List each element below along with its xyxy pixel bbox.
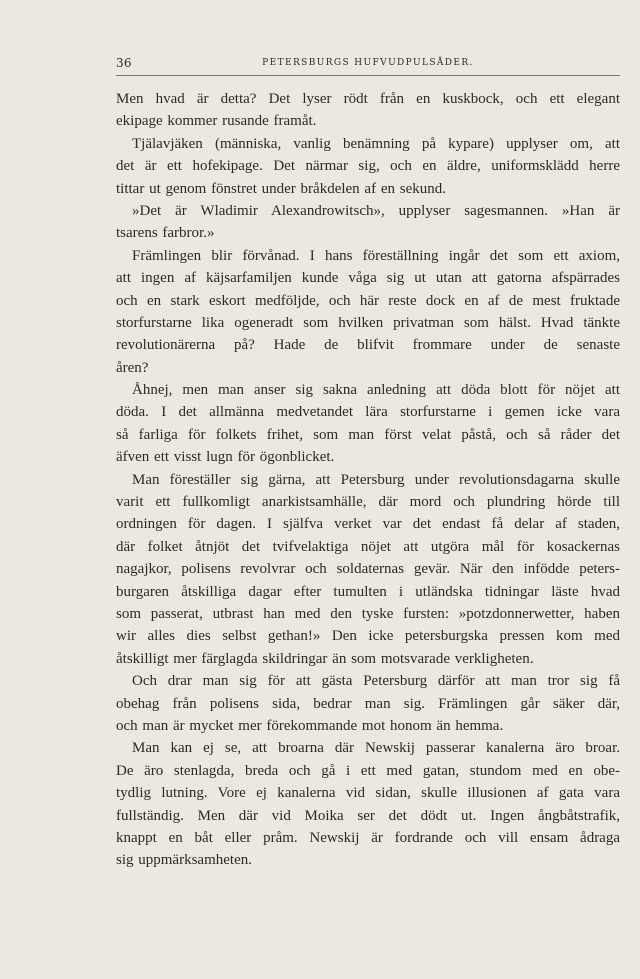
text-line: nagajkor, polisens revolvrar och soldaternas gevär. När den infödde peters- [116, 561, 620, 578]
text-line: wir alles dies selbst gethan!» Den icke petersburgska pressen kom med [116, 628, 620, 645]
text-line: och en stark eskort medföljde, och här reste dock en af de mest fruktade [116, 292, 620, 309]
text-line: Man föreställer sig gärna, att Petersburg under revolutionsdagarna skulle [132, 471, 620, 488]
text-line: tsarens farbror.» [116, 225, 215, 242]
text-line: Åhnej, men man anser sig sakna anledning att döda blott för nöjet att [132, 382, 620, 399]
text-line: ekipage kommer rusande framåt. [116, 113, 317, 130]
text-line: revolutionärerna på? Hade de blifvit frommare under de senaste [116, 337, 620, 354]
text-line: Och drar man sig för att gästa Petersburg därför att man tror sig få [132, 673, 620, 690]
text-line: Man kan ej se, att broarna där Newskij passerar kanalerna äro broar. [132, 740, 620, 757]
text-line: Tjälavjäken (människa, vanlig benämning på kypare) upplyser om, att [132, 135, 620, 152]
page-number: 36 [116, 56, 132, 70]
body-text [116, 88, 620, 872]
text-line: sig uppmärksamheten. [116, 852, 252, 869]
text-line: tydlig lutning. Vore ej kanalerna vid sidan, skulle illusionen af gata vara [116, 785, 620, 802]
text-line: där folket åtnjöt det tvifvelaktiga nöjet att utgöra mål för kosackernas [116, 538, 620, 555]
text-line: att ingen af käjsarfamiljen kunde våga sig ut utan att gatorna afspärrades [116, 270, 620, 287]
running-head: PETERSBURGS HUFVUDPULSÅDER. [262, 58, 474, 68]
text-line: som passerat, utbrast han med den tyske fursten: »potzdonnerwetter, haben [116, 605, 620, 622]
text-line: Men hvad är detta? Det lyser rödt från en kuskbock, och ett elegant [116, 91, 620, 107]
text-line: Främlingen blir förvånad. I hans föreställning ingår det som ett axiom, [132, 247, 620, 264]
text-line: tittar ut genom fönstret under bråkdelen af en sekund. [116, 180, 446, 197]
text-line: åtskilligt mer färglagda skildringar än som motsvarade verkligheten. [116, 650, 534, 667]
text-line: så farliga för folkets frihet, som man först velat påstå, och så råder det [116, 426, 620, 443]
text-line: »Det är Wladimir Alexandrowitsch», upplyser sagesmannen. »Han är [132, 202, 620, 219]
text-line: burgaren åtskilliga dagar efter tumulten i utländska tidningar läste hvad [116, 583, 620, 600]
text-line: fullständig. Men där vid Moika ser det dödt ut. Ingen ångbåtstrafik, [116, 807, 620, 824]
text-line: storfurstarne lika ogeneradt som hvilken privatman som hälst. Hvad tänkte [116, 314, 620, 331]
header-rule [116, 75, 620, 76]
text-line: och man är mycket mer förekommande mot honom än hemma. [116, 717, 504, 734]
text-line: knappt en båt eller pråm. Newskij är fordrande och vill ensam ådraga [116, 829, 620, 846]
text-line: äfven ett visst lugn för ögonblicket. [116, 449, 335, 466]
text-line: döda. I det allmänna medvetandet lära storfurstarne i gemen icke vara [116, 404, 620, 421]
text-line: det är ett hofekipage. Det närmar sig, och en äldre, uniformsklädd herre [116, 158, 620, 175]
page-header [116, 55, 620, 73]
text-line: åren? [116, 359, 149, 376]
text-line: varit ett fullkomligt anarkistsamhälle, där mord och plundring hörde till [116, 494, 620, 511]
text-line: obehag från polisens sida, bedrar man sig. Främlingen går säker där, [116, 695, 620, 712]
text-line: ordningen för dagen. I själfva verket var det endast få delar af staden, [116, 516, 620, 533]
text-line: De äro stenlagda, breda och gå i ett med gatan, stundom med en obe- [116, 762, 620, 779]
